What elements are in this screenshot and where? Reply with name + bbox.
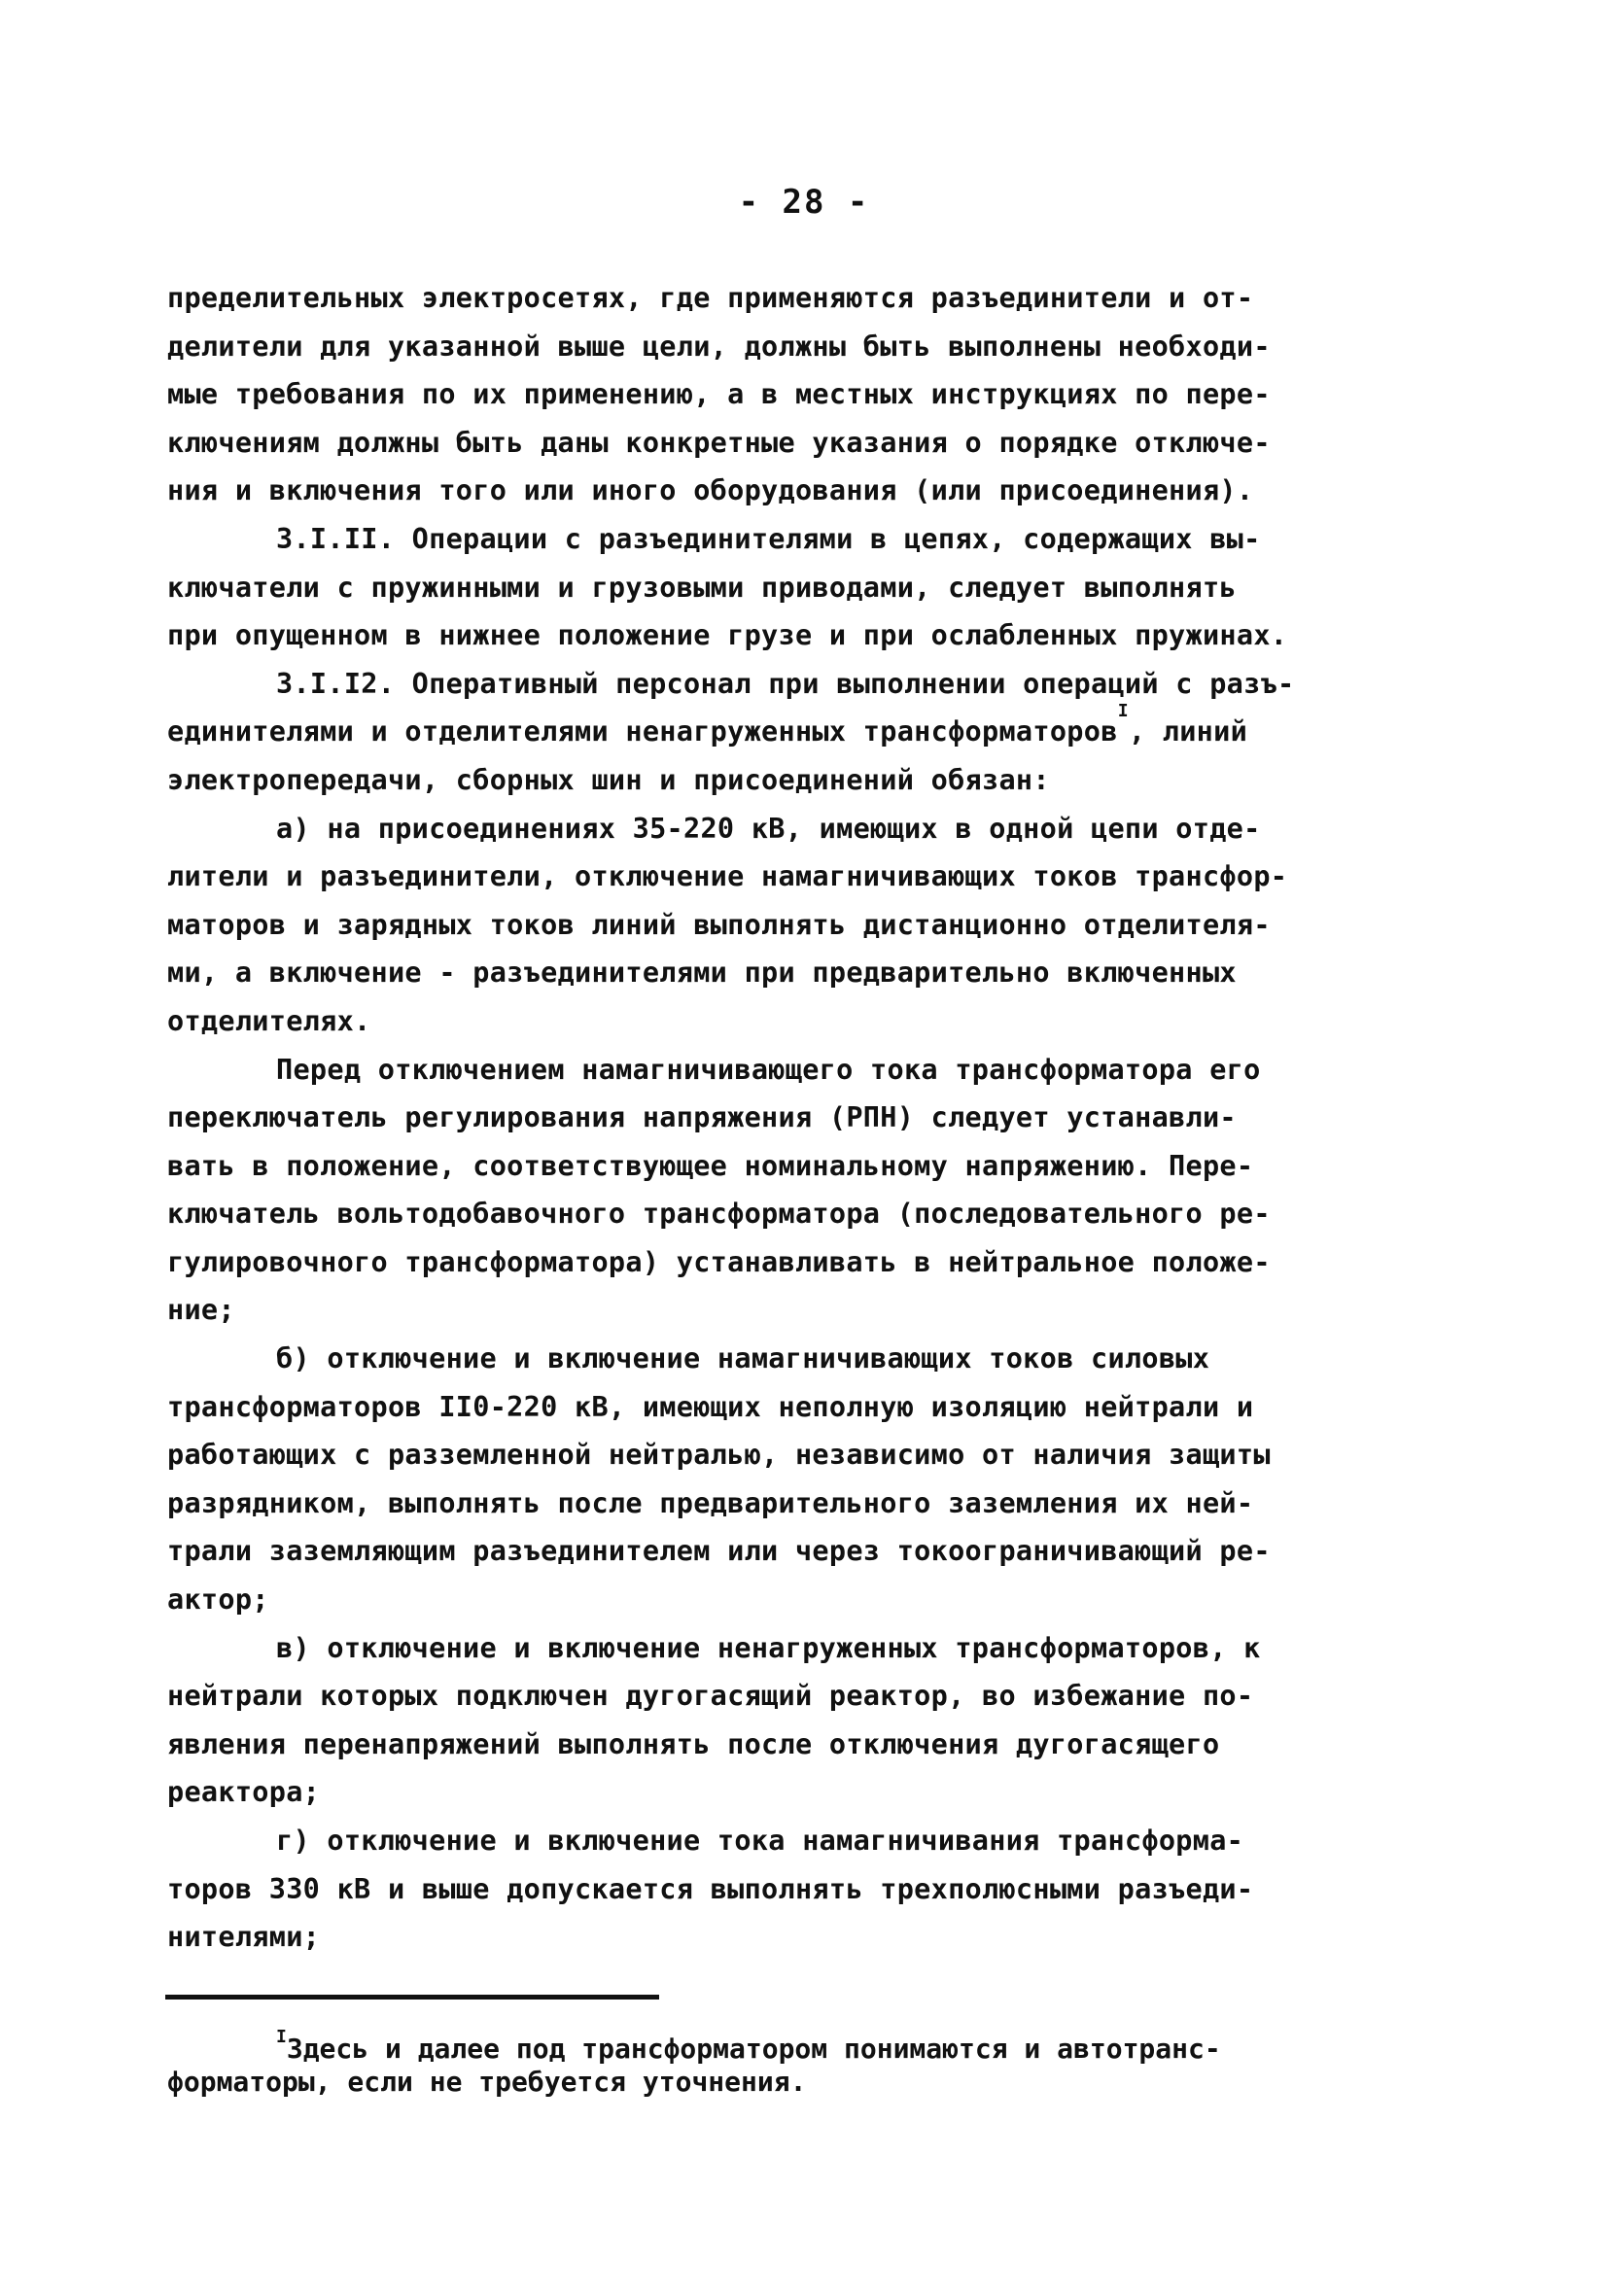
text-line: мые требования по их применению, а в местных инструкциях по пере- — [167, 378, 1271, 411]
text-line: 3.I.I2. Оперативный персонал при выполнении операций с разъ- — [276, 667, 1295, 700]
body-text — [167, 274, 1470, 1962]
text-line: маторов и зарядных токов линий выполнять дистанционно отделителя- — [167, 908, 1271, 941]
text-line: ми, а включение - разъединителями при предварительно включенных — [167, 957, 1237, 990]
text-line: ключатель вольтодобавочного трансформатора (последовательного ре- — [167, 1198, 1271, 1231]
text-line: Перед отключением намагничивающего тока трансформатора его — [276, 1053, 1261, 1086]
text-line: гулировочного трансформатора) устанавливать в нейтральное положе- — [167, 1245, 1271, 1278]
text-line: пределительных электросетях, где применяются разъединители и от- — [167, 282, 1254, 314]
text-line: ключатели с пружинными и грузовыми приводами, следует выполнять — [167, 571, 1237, 604]
text-line: актор; — [167, 1583, 269, 1617]
text-line: ния и включения того или иного оборудования (или присоединения). — [167, 474, 1254, 507]
text-line: переключатель регулирования напряжения (РПН) следует устанавли- — [167, 1101, 1237, 1134]
text-line: вать в положение, соответствующее номинальному напряжению. Пере- — [167, 1149, 1254, 1182]
footnote-line-1 — [167, 2027, 1470, 2067]
text-line: отделителях. — [167, 1004, 371, 1037]
text-line: ключениям должны быть даны конкретные указания о порядке отключе- — [167, 426, 1271, 459]
text-line: электропередачи, сборных шин и присоединений обязан: — [167, 763, 1050, 796]
text-line: трали заземляющим разъединителем или через токоограничивающий ре- — [167, 1535, 1271, 1568]
text-line: г) отключение и включение тока намагничивания трансформа- — [276, 1825, 1244, 1857]
text-line: делители для указанной выше цели, должны быть выполнены необходи- — [167, 330, 1271, 363]
text-line: лители и разъединители, отключение намагничивающих токов трансфор- — [167, 860, 1288, 893]
text-line: нейтрали которых подключен дугогасящий реактор, во избежание по- — [167, 1680, 1254, 1713]
footnote-reference: I — [1117, 701, 1129, 722]
text-line: ние; — [167, 1294, 235, 1327]
text-line: трансформаторов II0-220 кВ, имеющих неполную изоляцию нейтрали и — [167, 1390, 1254, 1423]
text-line-part: , линий — [1128, 715, 1248, 748]
footnote-line-2: форматоры, если не требуется уточнения. — [167, 2066, 807, 2098]
text-line: реактора; — [167, 1776, 321, 1809]
footnote-separator — [165, 1995, 659, 2000]
text-line: при опущенном в нижнее положение грузе и при ослабленных пружинах. — [167, 619, 1288, 652]
text-line: явления перенапряжений выполнять после отключения дугогасящего — [167, 1727, 1220, 1760]
text-line: разрядником, выполнять после предварительного заземления их ней- — [167, 1486, 1254, 1519]
text-line — [167, 701, 1470, 756]
page-number: - 28 - — [738, 183, 870, 222]
text-line: торов 330 кВ и выше допускается выполнять трехполюсными разъеди- — [167, 1872, 1254, 1905]
text-line: в) отключение и включение ненагруженных трансформаторов, к — [276, 1631, 1261, 1664]
text-line: работающих с разземленной нейтралью, независимо от наличия защиты — [167, 1439, 1271, 1472]
text-line: нителями; — [167, 1921, 321, 1954]
text-line: 3.I.II. Операции с разъединителями в цепях, содержащих вы- — [276, 522, 1261, 555]
text-line-part: единителями и отделителями ненагруженных трансформаторов — [167, 715, 1118, 748]
footnote-mark: I — [276, 2027, 287, 2047]
footnote-text-1: Здесь и далее под трансформатором понимаются и автотранс- — [286, 2033, 1221, 2065]
footnote — [167, 2027, 1470, 2100]
text-line: а) на присоединениях 35-220 кВ, имеющих в одной цепи отде- — [276, 812, 1261, 845]
text-line: б) отключение и включение намагничивающих токов силовых — [276, 1342, 1210, 1375]
